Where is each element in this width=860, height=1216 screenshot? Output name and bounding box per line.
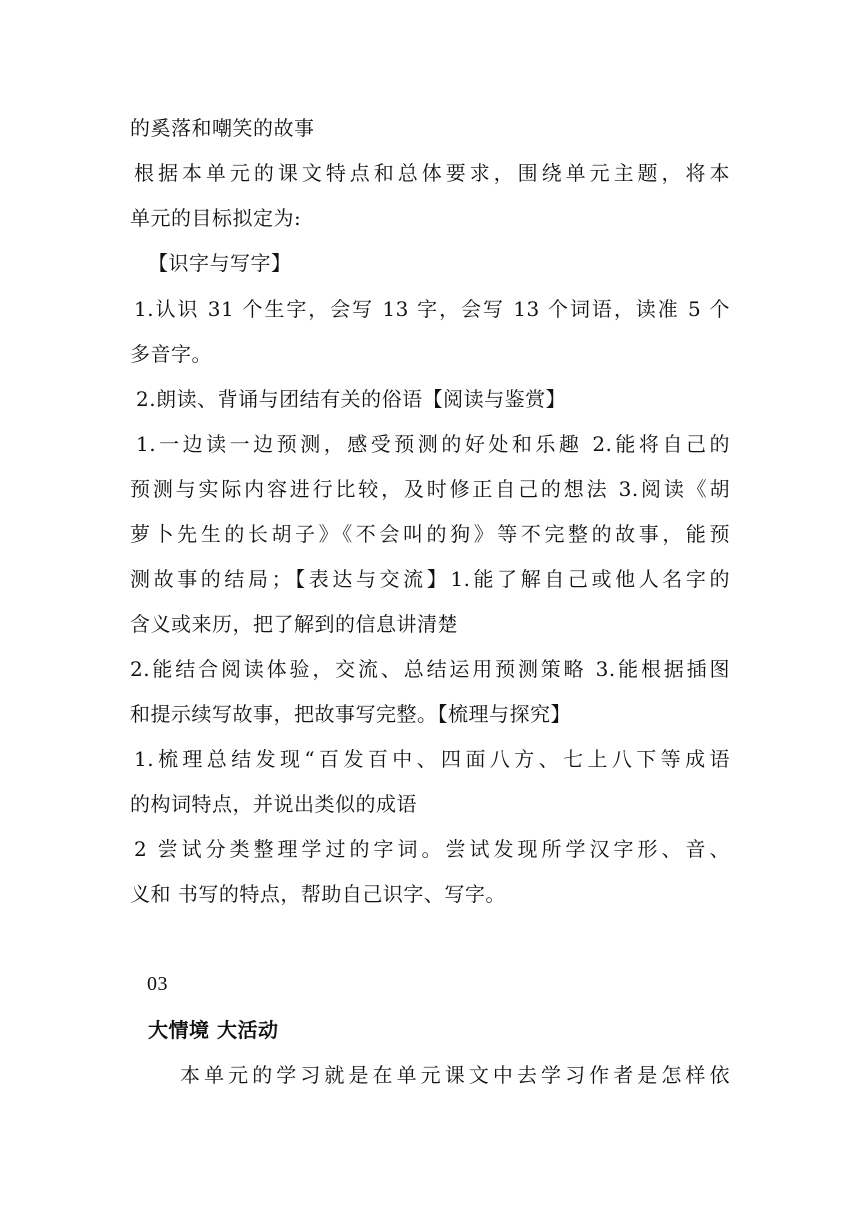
text-line: 的奚落和嘲笑的故事 xyxy=(130,116,315,140)
text-line: 2.朗读、背诵与团结有关的俗语【阅读与鉴赏】 xyxy=(136,387,567,411)
section-title: 大情境 大活动 xyxy=(148,1018,279,1042)
text-line: 预测与实际内容进行比较，及时修正自己的想法 3.阅读《胡 xyxy=(130,477,730,501)
text-line: 的构词特点，并说出类似的成语 xyxy=(130,792,417,816)
text-line: 测故事的结局；【表达与交流】1.能了解自己或他人名字的 xyxy=(130,567,730,591)
text-line: 义和 书写的特点，帮助自己识字、写字。 xyxy=(130,882,506,906)
text-line: 2 尝试分类整理学过的字词。尝试发现所学汉字形、音、 xyxy=(134,837,730,861)
section-heading: 【识字与写字】 xyxy=(148,251,292,275)
text-line: 2.能结合阅读体验，交流、总结运用预测策略 3.能根据插图 xyxy=(130,657,730,681)
text-line: 1.一边读一边预测，感受预测的好处和乐趣 2.能将自己的 xyxy=(136,432,730,456)
text-line: 1.梳理总结发现“百发百中、四面八方、七上八下等成语 xyxy=(134,747,730,771)
text-line: 根据本单元的课文特点和总体要求，围绕单元主题，将本 xyxy=(134,161,730,185)
text-line: 1.认识 31 个生字，会写 13 字，会写 13 个词语，读准 5 个 xyxy=(134,297,730,321)
text-line: 本单元的学习就是在单元课文中去学习作者是怎样依 xyxy=(180,1063,730,1087)
text-line: 和提示续写故事，把故事写完整。【梳理与探究】 xyxy=(130,702,571,726)
text-line: 含义或来历，把了解到的信息讲清楚 xyxy=(130,612,458,636)
text-line: 单元的目标拟定为: xyxy=(130,206,302,230)
section-number: 03 xyxy=(147,973,168,995)
text-line: 多音字。 xyxy=(130,342,212,366)
text-line: 萝卜先生的长胡子》《不会叫的狗》等不完整的故事，能预 xyxy=(130,522,730,546)
